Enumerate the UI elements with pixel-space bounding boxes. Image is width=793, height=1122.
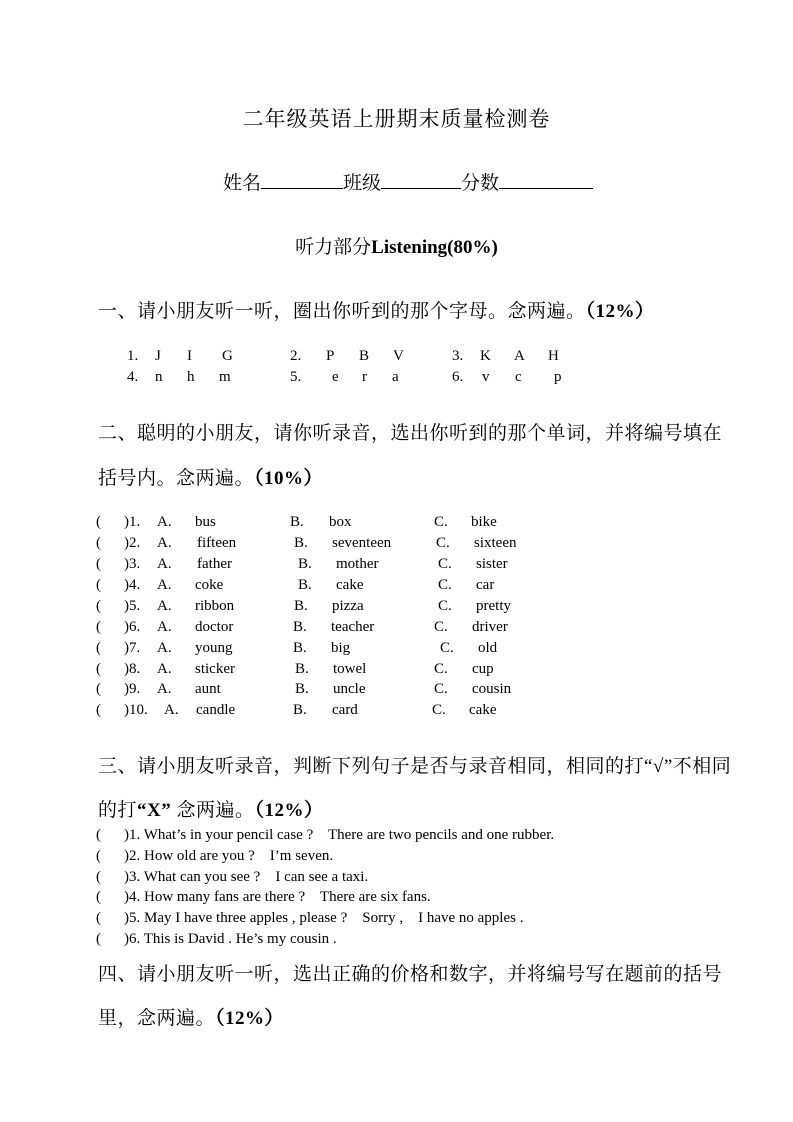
option-label-b: B. [298,556,312,572]
q1-option[interactable]: I [187,348,192,364]
name-blank[interactable] [261,170,343,189]
q1-option[interactable]: m [219,369,231,385]
option-label-a: A. [157,514,172,530]
option-label-c: C. [432,702,446,718]
q1-option[interactable]: A [514,348,525,364]
option-label-a: A. [164,702,179,718]
row-num: )6. [124,619,141,635]
q1-option[interactable]: B [359,348,370,364]
q1-option[interactable]: H [548,348,559,364]
option-a[interactable]: fifteen [197,535,237,551]
q1-option[interactable]: p [554,369,562,385]
option-a[interactable]: doctor [195,619,234,635]
q4-heading-line1: 四、请小朋友听一听，选出正确的价格和数字，并将编号写在题前的括号 [98,964,723,985]
answer-paren[interactable]: ( [96,556,101,572]
q1-option[interactable]: c [515,369,522,385]
answer-paren[interactable]: ( [96,931,101,947]
option-label-c: C. [438,556,452,572]
row-num: )3. [124,556,141,572]
option-c[interactable]: sixteen [474,535,517,551]
q1-option[interactable]: n [155,369,163,385]
q1-option[interactable]: V [393,348,404,364]
option-label-b: B. [295,661,309,677]
row-num: )4. [124,577,141,593]
subtitle-en: Listening(80%) [371,237,498,258]
answer-paren[interactable]: ( [96,598,101,614]
option-label-b: B. [293,702,307,718]
section-subtitle [0,232,793,259]
student-info-line [223,168,593,195]
row-num: )1. [124,514,141,530]
row-num: )7. [124,640,141,656]
option-c[interactable]: sister [476,556,508,572]
answer-paren[interactable]: ( [96,661,101,677]
option-label-a: A. [157,661,172,677]
class-blank[interactable] [381,170,461,189]
q1-option[interactable]: e [332,369,339,385]
q1-option[interactable]: a [392,369,399,385]
option-a[interactable]: young [195,640,233,656]
option-a[interactable]: bus [195,514,216,530]
option-label-b: B. [294,535,308,551]
option-b[interactable]: cake [336,577,364,593]
option-a[interactable]: aunt [195,681,221,697]
option-label-b: B. [295,681,309,697]
answer-paren[interactable]: ( [96,889,101,905]
option-a[interactable]: father [197,556,232,572]
option-label-c: C. [438,598,452,614]
option-label-a: A. [157,577,172,593]
row-num: )8. [124,661,141,677]
answer-paren[interactable]: ( [96,681,101,697]
option-label-a: A. [157,535,172,551]
q1-item-num: 3. [452,348,464,364]
option-label-a: A. [157,556,172,572]
option-label-a: A. [157,598,172,614]
q2-heading-line2: 括号内。念两遍。（10%） [98,468,324,489]
q1-item-num: 4. [127,369,139,385]
answer-paren[interactable]: ( [96,910,101,926]
option-label-b: B. [298,577,312,593]
option-b[interactable]: teacher [331,619,375,635]
q1-heading: 一、请小朋友听一听，圈出你听到的那个字母。念两遍。（12%） [98,301,655,322]
option-b[interactable]: card [332,702,358,718]
option-c[interactable]: pretty [476,598,511,614]
row-num: )5. [124,598,141,614]
q2-heading-line1: 二、聪明的小朋友，请你听录音，选出你听到的那个单词，并将编号填在 [98,423,723,444]
q3-sentence: )4. How many fans are there ? There are six fans. [124,889,431,905]
answer-paren[interactable]: ( [96,640,101,656]
q1-option[interactable]: J [155,348,161,364]
answer-paren[interactable]: ( [96,869,101,885]
answer-paren[interactable]: ( [96,827,101,843]
q3-heading-line1: 三、请小朋友听录音，判断下列句子是否与录音相同，相同的打“√”不相同 [98,756,732,777]
q3-sentence: )6. This is David . He’s my cousin . [124,931,337,947]
option-b[interactable]: uncle [333,681,366,697]
q1-option[interactable]: v [482,369,490,385]
option-label-b: B. [290,514,304,530]
q1-item-num: 5. [290,369,302,385]
option-a[interactable]: sticker [195,661,235,677]
answer-paren[interactable]: ( [96,848,101,864]
answer-paren[interactable]: ( [96,619,101,635]
answer-paren[interactable]: ( [96,535,101,551]
option-a[interactable]: coke [195,577,224,593]
option-c[interactable]: cup [472,661,494,677]
option-c[interactable]: car [476,577,495,593]
option-label-c: C. [438,577,452,593]
option-c[interactable]: driver [472,619,508,635]
option-a[interactable]: ribbon [195,598,235,614]
q3-sentence: )5. May I have three apples , please ? Sorry , I have no apples . [124,910,524,926]
score-blank[interactable] [499,170,593,189]
option-c[interactable]: bike [471,514,497,530]
option-label-a: A. [157,619,172,635]
page-title: 二年级英语上册期末质量检测卷 [242,107,551,131]
option-b[interactable]: pizza [332,598,364,614]
q4-heading-line2: 里，念两遍。（12%） [98,1008,285,1029]
subtitle-cn: 听力部分 [295,237,372,258]
q1-option[interactable]: K [480,348,491,364]
option-label-c: C. [434,681,448,697]
option-b[interactable]: box [329,514,352,530]
row-num: )10. [124,702,148,718]
option-b[interactable]: towel [333,661,367,677]
option-label-b: B. [293,640,307,656]
answer-paren[interactable]: ( [96,702,101,718]
option-label-c: C. [440,640,454,656]
q1-item-num: 2. [290,348,302,364]
option-b[interactable]: seventeen [332,535,392,551]
q1-item-num: 6. [452,369,464,385]
q3-heading-line2: 的打“X” 念两遍。（12%） [98,800,324,821]
row-num: )2. [124,535,141,551]
class-label: 班级 [343,173,382,194]
answer-paren[interactable]: ( [96,577,101,593]
name-label: 姓名 [223,173,262,194]
q3-sentence: )1. What’s in your pencil case ? There are two pencils and one rubber. [124,827,555,843]
option-a[interactable]: candle [196,702,236,718]
option-label-c: C. [434,619,448,635]
option-label-a: A. [157,681,172,697]
option-c[interactable]: cake [469,702,497,718]
option-label-c: C. [434,661,448,677]
option-label-b: B. [293,619,307,635]
row-num: )9. [124,681,141,697]
option-label-a: A. [157,640,172,656]
q1-option[interactable]: G [222,348,233,364]
q1-option[interactable]: h [187,369,195,385]
option-label-c: C. [436,535,450,551]
option-c[interactable]: cousin [472,681,512,697]
q1-item-num: 1. [127,348,139,364]
option-label-b: B. [294,598,308,614]
score-label: 分数 [461,173,500,194]
option-c[interactable]: old [478,640,498,656]
q1-option[interactable]: P [326,348,335,364]
option-label-c: C. [434,514,448,530]
q1-option[interactable]: r [362,369,367,385]
option-b[interactable]: big [331,640,351,656]
q3-sentence: )2. How old are you ? I’m seven. [124,848,334,864]
q3-sentence: )3. What can you see ? I can see a taxi. [124,869,369,885]
option-b[interactable]: mother [336,556,379,572]
answer-paren[interactable]: ( [96,514,101,530]
